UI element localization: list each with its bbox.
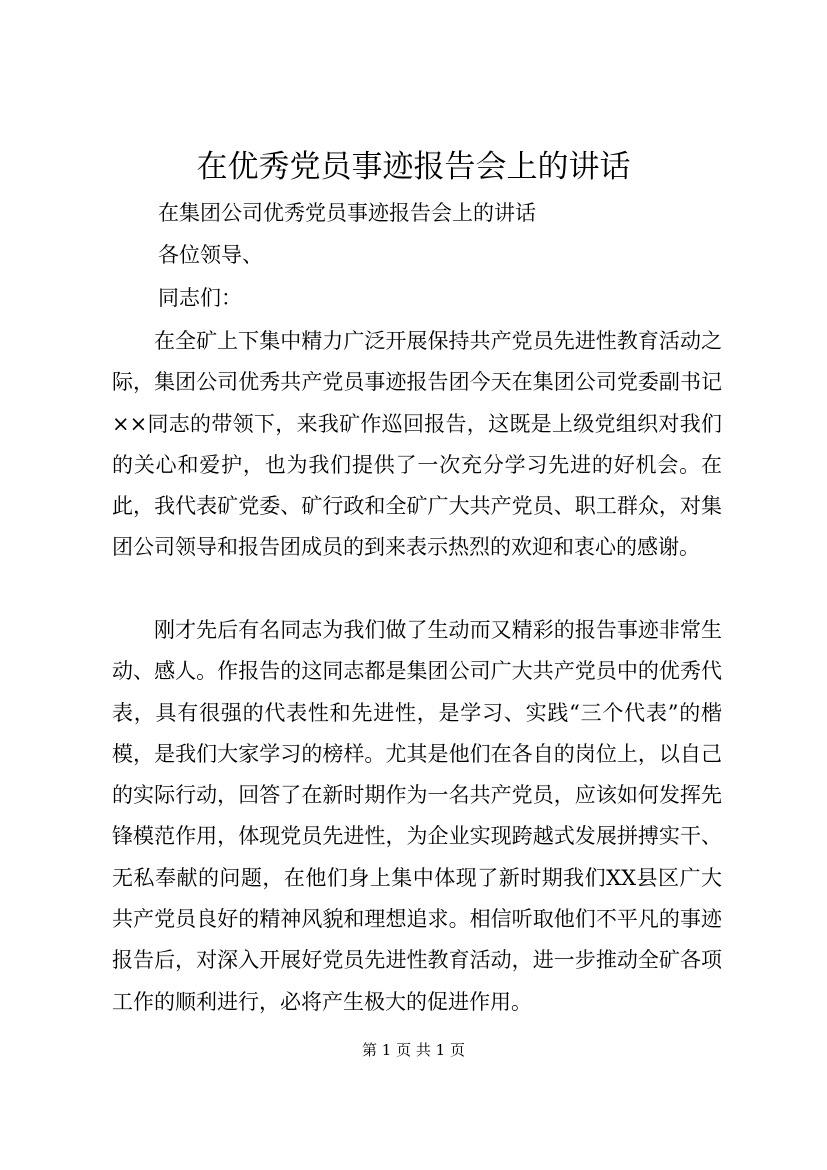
paragraph-reports: 刚才先后有名同志为我们做了生动而又精彩的报告事迹非常生动、感人。作报告的这同志都是集团公司广大共产党员中的优秀代表，具有很强的代表性和先进性，是学习、实践“三个代表”的楷模，是我们大家学习的榜样。尤其是他们在各自的岗位上，以自己的实际行动，回答了在新时期作为一名共产党员，应该如何发挥先锋模范作用，体现党员先进性，为企业实现跨越式发展拼搏实干、无私奉献的问题，在他们身上集中体现了新时期我们XX县区广大共产党员良好的精神风貌和理想追求。相信听取他们不平凡的事迹报告后，对深入开展好党员先进性教育活动，进一步推动全矿各项工作的顺利进行，必将产生极大的促进作用。 — [112, 618, 722, 1014]
document-title: 在优秀党员事迹报告会上的讲话 — [196, 149, 631, 185]
document-subtitle: 在集团公司优秀党员事迹报告会上的讲话 — [158, 201, 536, 225]
salutation-leaders: 各位领导、 — [158, 243, 263, 267]
paragraph-welcome: 在全矿上下集中精力广泛开展保持共产党员先进性教育活动之际，集团公司优秀共产党员事迹报告团今天在集团公司党委副书记××同志的带领下，来我矿作巡回报告，这既是上级党组织对我们的关心和爱护，也为我们提供了一次充分学习先进的好机会。在此，我代表矿党委、矿行政和全矿广大共产党员、职工群众，对集团公司领导和报告团成员的到来表示热烈的欢迎和衷心的感谢。 — [112, 329, 722, 560]
salutation-comrades: 同志们： — [158, 286, 242, 310]
page-footer: 第 1 页 共 1 页 — [362, 1041, 465, 1059]
